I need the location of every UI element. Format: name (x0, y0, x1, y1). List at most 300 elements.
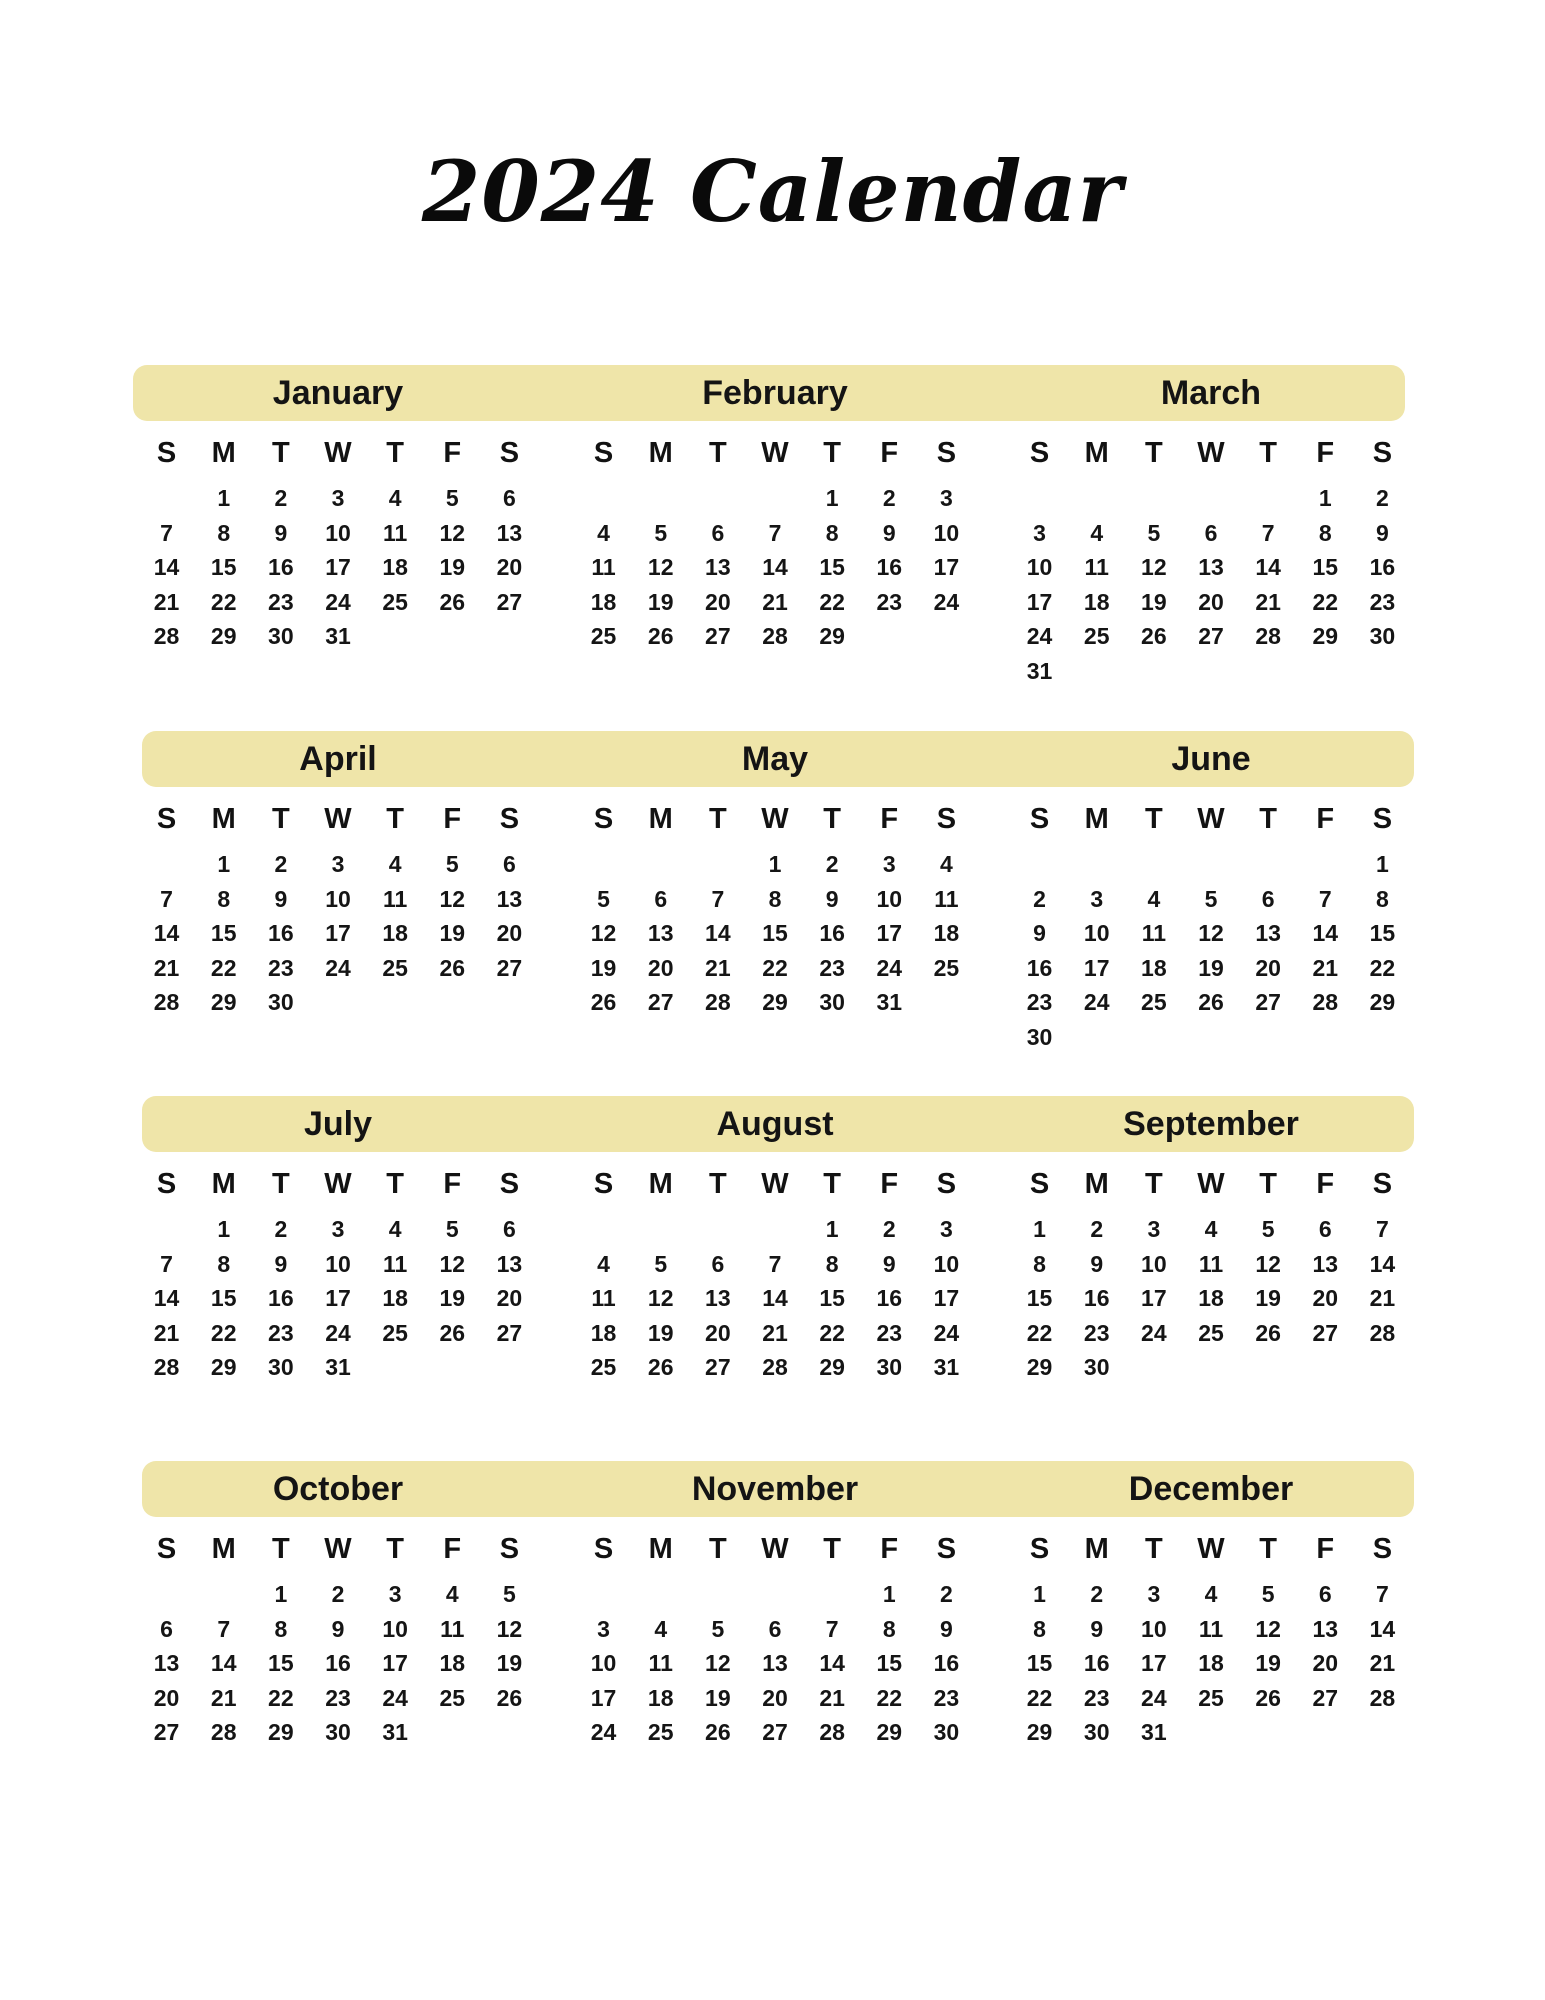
day-cell: 20 (1312, 1650, 1339, 1676)
day-cell: 11 (1198, 1615, 1224, 1642)
day-cell: 8 (1033, 1250, 1046, 1277)
day-cell: 1 (1318, 485, 1332, 511)
day-cell: 17 (325, 920, 351, 946)
day-cell: 17 (325, 554, 351, 580)
day-cell: 28 (762, 1354, 788, 1380)
day-cell: 5 (1261, 1581, 1275, 1607)
day-cell: 25 (382, 1319, 408, 1346)
weekday-header: F (880, 1533, 899, 1565)
day-cell: 1 (217, 851, 231, 877)
day-cell: 11 (591, 1285, 616, 1311)
day-cell: 14 (762, 554, 788, 580)
day-cell: 24 (933, 1319, 960, 1346)
weekday-header: S (936, 437, 957, 469)
day-cell: 27 (1312, 1319, 1339, 1346)
month-june (1011, 731, 1411, 1054)
day-cell: 21 (1369, 1285, 1396, 1311)
day-cell: 27 (496, 954, 523, 981)
day-cell: 12 (590, 920, 617, 946)
day-cell: 11 (382, 885, 408, 912)
day-cell: 30 (268, 623, 294, 649)
day-cell: 18 (1198, 1285, 1224, 1311)
day-cell: 29 (762, 989, 788, 1015)
day-cell: 3 (940, 1216, 953, 1242)
day-cell: 22 (268, 1684, 294, 1711)
day-cell: 23 (876, 1319, 903, 1346)
weekday-header: S (1372, 803, 1393, 835)
day-cell: 4 (1204, 1581, 1218, 1607)
day-cell: 6 (503, 851, 516, 877)
day-cell: 8 (217, 519, 231, 546)
day-cell: 30 (819, 989, 845, 1015)
day-cell: 9 (274, 1250, 288, 1277)
day-cell: 6 (503, 485, 516, 511)
weekday-header: W (761, 1168, 789, 1200)
empty-cell (1182, 481, 1239, 516)
day-cell: 28 (1312, 989, 1339, 1015)
day-cell: 14 (1255, 554, 1281, 580)
day-cell: 8 (825, 1250, 839, 1277)
day-cell: 28 (153, 623, 180, 649)
weekday-header: W (1197, 1168, 1225, 1200)
day-cell: 3 (1147, 1581, 1161, 1607)
day-cell: 4 (1204, 1216, 1218, 1242)
weekday-header: S (1029, 803, 1050, 835)
day-cell: 13 (1198, 554, 1224, 580)
day-cell: 8 (217, 885, 231, 912)
day-cell: 3 (940, 485, 953, 511)
day-cell: 13 (496, 519, 523, 546)
month-name: May (741, 740, 809, 778)
day-cell: 20 (1312, 1285, 1339, 1311)
month-name: February (702, 374, 848, 412)
day-cell: 11 (648, 1650, 673, 1676)
day-cell: 7 (1376, 1216, 1389, 1242)
day-cell: 25 (1198, 1684, 1224, 1711)
month-grid (1011, 1156, 1411, 1385)
empty-cell (689, 847, 746, 882)
month-name: July (303, 1105, 373, 1143)
day-cell: 22 (762, 954, 788, 981)
weekday-header: S (593, 1168, 614, 1200)
day-cell: 9 (940, 1615, 953, 1642)
day-cell: 3 (388, 1581, 402, 1607)
month-may (575, 731, 975, 1020)
day-cell: 13 (496, 885, 523, 912)
day-cell: 15 (268, 1650, 294, 1676)
month-february (575, 365, 975, 654)
day-cell: 9 (274, 885, 288, 912)
month-name: August (716, 1105, 834, 1143)
day-cell: 27 (496, 1319, 523, 1346)
day-cell: 7 (160, 519, 173, 546)
weekday-header: T (823, 803, 841, 835)
day-cell: 13 (705, 1285, 731, 1311)
empty-cell (689, 481, 746, 516)
day-cell: 16 (933, 1650, 960, 1676)
weekday-header: T (708, 803, 727, 835)
day-cell: 20 (153, 1684, 180, 1711)
day-cell: 17 (1083, 954, 1110, 981)
day-cell: 28 (1369, 1684, 1396, 1711)
day-cell: 16 (325, 1650, 351, 1676)
day-cell: 3 (1147, 1216, 1161, 1242)
empty-cell (138, 847, 195, 882)
day-cell: 14 (153, 1285, 180, 1311)
day-cell: 3 (331, 1216, 345, 1242)
day-cell: 1 (882, 1581, 896, 1607)
weekday-header: S (593, 437, 614, 469)
weekday-header: S (156, 437, 177, 469)
weekday-header: M (648, 1533, 673, 1565)
day-cell: 29 (819, 1354, 845, 1380)
weekday-header: T (1144, 803, 1163, 835)
month-name: December (1128, 1470, 1294, 1508)
day-cell: 10 (1026, 554, 1053, 580)
day-cell: 13 (1312, 1615, 1339, 1642)
day-cell: 6 (160, 1615, 173, 1642)
day-cell: 8 (1318, 519, 1332, 546)
day-cell: 5 (654, 1250, 668, 1277)
day-cell: 5 (445, 485, 459, 511)
day-cell: 22 (210, 588, 237, 615)
weekday-header: M (211, 1533, 236, 1565)
month-grid (138, 1521, 538, 1750)
weekday-header: T (271, 1533, 290, 1565)
day-cell: 15 (1312, 554, 1339, 580)
day-cell: 13 (1255, 920, 1281, 946)
day-cell: 7 (711, 885, 725, 912)
weekday-header: T (386, 1533, 404, 1565)
day-cell: 4 (388, 1216, 402, 1242)
day-cell: 18 (382, 920, 408, 946)
day-cell: 1 (1033, 1216, 1046, 1242)
month-grid (138, 791, 538, 1020)
day-cell: 26 (1255, 1319, 1281, 1346)
weekday-header: F (443, 437, 462, 469)
empty-cell (746, 1212, 803, 1247)
day-cell: 3 (331, 485, 345, 511)
weekday-header: W (324, 803, 352, 835)
month-april (138, 731, 538, 1020)
day-cell: 4 (654, 1615, 668, 1642)
weekday-header: S (1029, 1533, 1050, 1565)
day-cell: 9 (825, 885, 839, 912)
day-cell: 26 (1255, 1684, 1281, 1711)
day-cell: 23 (1026, 989, 1053, 1015)
day-cell: 10 (325, 519, 351, 546)
day-cell: 26 (647, 623, 674, 649)
day-cell: 31 (876, 989, 903, 1015)
day-cell: 26 (705, 1719, 731, 1745)
day-cell: 17 (1026, 588, 1053, 615)
day-cell: 17 (876, 920, 903, 946)
day-cell: 6 (711, 519, 725, 546)
day-cell: 10 (325, 1250, 351, 1277)
day-cell: 23 (1083, 1684, 1110, 1711)
month-march (1011, 365, 1411, 688)
month-grid (138, 1156, 538, 1385)
weekday-header: T (271, 1168, 290, 1200)
day-cell: 16 (1369, 554, 1396, 580)
empty-cell (689, 1577, 746, 1612)
day-cell: 2 (1090, 1581, 1104, 1607)
day-cell: 26 (590, 989, 617, 1015)
day-cell: 13 (153, 1650, 180, 1676)
weekday-header: F (443, 803, 462, 835)
day-cell: 13 (647, 920, 674, 946)
weekday-header: W (324, 1168, 352, 1200)
day-cell: 28 (819, 1719, 845, 1745)
day-cell: 27 (1312, 1684, 1339, 1711)
day-cell: 19 (1141, 588, 1167, 615)
month-name: April (299, 740, 377, 778)
day-cell: 30 (1083, 1719, 1110, 1745)
day-cell: 9 (882, 519, 896, 546)
day-cell: 23 (268, 588, 294, 615)
day-cell: 20 (496, 920, 523, 946)
day-cell: 5 (1261, 1216, 1275, 1242)
month-name: June (1171, 740, 1251, 778)
day-cell: 24 (590, 1719, 617, 1745)
day-cell: 9 (1376, 519, 1389, 546)
day-cell: 16 (876, 554, 903, 580)
day-cell: 14 (153, 554, 180, 580)
day-cell: 26 (1141, 623, 1167, 649)
page-title: 2024 Calendar (421, 142, 1124, 241)
day-cell: 16 (1083, 1285, 1110, 1311)
day-cell: 4 (1090, 519, 1104, 546)
weekday-header: F (443, 1168, 462, 1200)
day-cell: 1 (217, 1216, 231, 1242)
day-cell: 29 (1026, 1719, 1053, 1745)
day-cell: 9 (331, 1615, 345, 1642)
day-cell: 2 (1033, 885, 1046, 912)
empty-cell (1125, 847, 1182, 882)
day-cell: 6 (711, 1250, 725, 1277)
day-cell: 1 (274, 1581, 288, 1607)
day-cell: 12 (647, 554, 674, 580)
empty-cell (632, 847, 689, 882)
day-cell: 1 (1033, 1581, 1046, 1607)
day-cell: 13 (705, 554, 731, 580)
day-cell: 23 (268, 1319, 294, 1346)
day-cell: 20 (1255, 954, 1281, 981)
weekday-header: S (593, 803, 614, 835)
weekday-header: T (823, 1533, 841, 1565)
weekday-header: T (386, 1168, 404, 1200)
month-grid (1011, 791, 1411, 1054)
month-december (1011, 1461, 1411, 1750)
day-cell: 9 (1090, 1615, 1104, 1642)
day-cell: 3 (331, 851, 345, 877)
weekday-header: T (1144, 1168, 1163, 1200)
day-cell: 22 (819, 1319, 845, 1346)
day-cell: 22 (210, 954, 237, 981)
day-cell: 3 (1033, 519, 1046, 546)
day-cell: 8 (274, 1615, 288, 1642)
day-cell: 28 (762, 623, 788, 649)
empty-cell (575, 481, 632, 516)
day-cell: 5 (503, 1581, 516, 1607)
day-cell: 24 (325, 588, 351, 615)
day-cell: 21 (705, 954, 731, 981)
day-cell: 19 (1255, 1285, 1281, 1311)
month-name: September (1123, 1105, 1299, 1143)
day-cell: 6 (1204, 519, 1218, 546)
day-cell: 20 (1198, 588, 1224, 615)
day-cell: 2 (882, 1216, 896, 1242)
day-cell: 4 (388, 485, 402, 511)
weekday-header: T (386, 437, 404, 469)
day-cell: 21 (819, 1684, 845, 1711)
weekday-header: S (499, 1168, 520, 1200)
day-cell: 20 (496, 1285, 523, 1311)
empty-cell (804, 1577, 861, 1612)
day-cell: 11 (1198, 1250, 1224, 1277)
day-cell: 28 (210, 1719, 237, 1745)
day-cell: 16 (268, 554, 294, 580)
day-cell: 12 (439, 519, 466, 546)
weekday-header: M (1084, 803, 1109, 835)
empty-cell (746, 1577, 803, 1612)
day-cell: 21 (1312, 954, 1339, 981)
day-cell: 26 (647, 1354, 674, 1380)
weekday-header: W (324, 1533, 352, 1565)
day-cell: 2 (825, 851, 839, 877)
empty-cell (1125, 481, 1182, 516)
day-cell: 10 (325, 885, 351, 912)
day-cell: 15 (210, 1285, 237, 1311)
weekday-header: F (1316, 1168, 1335, 1200)
day-cell: 23 (933, 1684, 960, 1711)
weekday-header: T (823, 437, 841, 469)
day-cell: 8 (1033, 1615, 1046, 1642)
day-cell: 6 (503, 1216, 516, 1242)
weekday-header: M (1084, 1168, 1109, 1200)
weekday-header: W (1197, 437, 1225, 469)
day-cell: 9 (1033, 920, 1046, 946)
day-cell: 24 (382, 1684, 408, 1711)
weekday-header: T (708, 437, 727, 469)
day-cell: 7 (217, 1615, 231, 1642)
day-cell: 4 (940, 851, 953, 877)
month-name: November (691, 1470, 859, 1508)
weekday-header: T (1259, 437, 1277, 469)
day-cell: 25 (382, 954, 408, 981)
empty-cell (632, 481, 689, 516)
day-cell: 10 (590, 1650, 617, 1676)
day-cell: 14 (210, 1650, 237, 1676)
day-cell: 30 (933, 1719, 960, 1745)
day-cell: 26 (439, 588, 466, 615)
day-cell: 28 (1255, 623, 1281, 649)
day-cell: 12 (439, 1250, 466, 1277)
month-grid (575, 791, 975, 1020)
day-cell: 21 (153, 954, 180, 981)
day-cell: 27 (647, 989, 674, 1015)
day-cell: 4 (597, 519, 610, 546)
day-cell: 12 (705, 1650, 731, 1676)
day-cell: 26 (1198, 989, 1224, 1015)
weekday-header: S (1372, 1533, 1393, 1565)
day-cell: 8 (1376, 885, 1389, 912)
day-cell: 28 (705, 989, 731, 1015)
day-cell: 2 (274, 1216, 288, 1242)
day-cell: 25 (1198, 1319, 1224, 1346)
day-cell: 20 (647, 954, 674, 981)
day-cell: 29 (1312, 623, 1339, 649)
day-cell: 23 (1369, 588, 1396, 615)
month-november (575, 1461, 975, 1750)
day-cell: 1 (768, 851, 782, 877)
month-grid (1011, 1521, 1411, 1750)
day-cell: 15 (1026, 1285, 1053, 1311)
day-cell: 25 (933, 954, 960, 981)
day-cell: 9 (882, 1250, 896, 1277)
day-cell: 10 (1141, 1250, 1167, 1277)
weekday-header: T (708, 1533, 727, 1565)
day-cell: 11 (934, 885, 959, 912)
day-cell: 21 (1255, 588, 1281, 615)
weekday-header: S (936, 803, 957, 835)
day-cell: 11 (382, 519, 408, 546)
day-cell: 23 (819, 954, 845, 981)
day-cell: 31 (933, 1354, 960, 1380)
day-cell: 25 (382, 588, 408, 615)
day-cell: 20 (762, 1684, 788, 1711)
month-september (1011, 1096, 1411, 1385)
weekday-header: F (1316, 1533, 1335, 1565)
day-cell: 11 (1084, 554, 1109, 580)
month-january (138, 365, 538, 654)
empty-cell (689, 1212, 746, 1247)
day-cell: 7 (1376, 1581, 1389, 1607)
day-cell: 16 (1026, 954, 1053, 981)
day-cell: 9 (1090, 1250, 1104, 1277)
empty-cell (138, 1212, 195, 1247)
weekday-header: T (823, 1168, 841, 1200)
month-grid (138, 425, 538, 654)
day-cell: 18 (439, 1650, 466, 1676)
day-cell: 10 (933, 1250, 960, 1277)
weekday-header: M (648, 803, 673, 835)
weekday-header: T (271, 803, 290, 835)
day-cell: 20 (705, 1319, 731, 1346)
weekday-header: F (1316, 803, 1335, 835)
empty-cell (1068, 847, 1125, 882)
day-cell: 12 (1255, 1615, 1281, 1642)
day-cell: 31 (325, 1354, 351, 1380)
day-cell: 1 (825, 485, 839, 511)
day-cell: 20 (496, 554, 523, 580)
day-cell: 28 (1369, 1319, 1396, 1346)
day-cell: 7 (160, 885, 173, 912)
day-cell: 15 (876, 1650, 903, 1676)
day-cell: 2 (882, 485, 896, 511)
weekday-header: S (156, 1168, 177, 1200)
day-cell: 30 (268, 1354, 294, 1380)
day-cell: 15 (210, 920, 237, 946)
day-cell: 1 (217, 485, 231, 511)
empty-cell (746, 481, 803, 516)
day-cell: 21 (762, 1319, 788, 1346)
day-cell: 29 (1369, 989, 1396, 1015)
day-cell: 18 (1141, 954, 1167, 981)
day-cell: 29 (819, 623, 845, 649)
day-cell: 8 (217, 1250, 231, 1277)
day-cell: 15 (819, 554, 845, 580)
